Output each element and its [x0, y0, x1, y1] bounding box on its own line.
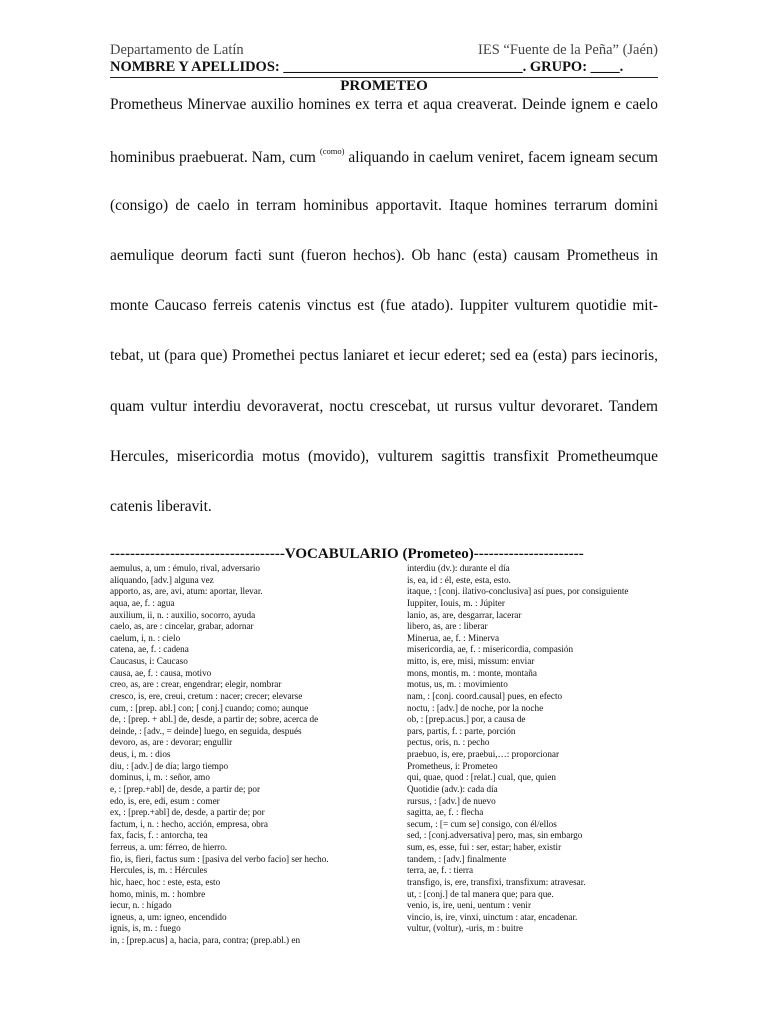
vocabulary-entry: edo, is, ere, edi, esum : comer — [110, 795, 220, 806]
vocabulary-entry: noctu, : [adv.] de noche, por la noche — [407, 702, 544, 713]
vocabulary-entry: deus, i, m. : dios — [110, 749, 171, 759]
vocabulary-entry: tandem, : [adv.] finalmente — [407, 853, 507, 864]
vocabulary-entry: causa, ae, f. : causa, motivo — [110, 667, 212, 678]
vocabulary-column-right — [407, 563, 662, 935]
vocabulary-entry: vultur, (voltur), -uris, m : buitre — [407, 923, 523, 934]
vocabulary-entry: Iuppiter, Iouis, m. : Júpiter — [407, 597, 505, 608]
vocabulary-entry: apporto, as, are, avi, atum: aportar, llevar. — [110, 586, 263, 597]
vocabulary-entry: sed, : [conj.adversativa] pero, mas, sin embargo — [407, 830, 583, 841]
text-line: tebat, ut (para que) Promethei pectus laniaret et iecur ederet; sed ea (esta) pars iecinoris, — [110, 347, 658, 364]
vocabulary-entry: sagitta, ae, f. : flecha — [407, 807, 484, 818]
vocabulary-entry: Minerua, ae, f. : Minerva — [407, 632, 500, 643]
text-line: catenis liberavit. — [110, 498, 212, 515]
vocabulary-entry: ut, : [conj.] de tal manera que; para que. — [407, 888, 554, 899]
text-line: quam vultur interdiu devoraverat, noctu crescebat, ut rursus vultur devoraret. Tandem — [110, 398, 658, 415]
vocabulary-entry: Hercules, is, m. : Hércules — [110, 865, 208, 876]
vocabulary-entry: nam, : [conj. coord.causal] pues, en efecto — [407, 690, 563, 701]
vocabulary-entry: fax, facis, f. : antorcha, tea — [110, 830, 208, 841]
vocabulary-entry: itaque, : [conj. ilativo-conclusiva] así pues, por consiguiente — [407, 586, 629, 597]
vocabulary-entry: ignis, is, m. : fuego — [110, 923, 181, 934]
vocabulary-entry: misericordia, ae, f. : misericordia, compasión — [407, 644, 574, 655]
vocabulary-entry: fio, is, fieri, factus sum : [pasiva del verbo facio] ser hecho. — [110, 853, 329, 864]
document-title: PROMETEO — [340, 78, 428, 94]
department-label: Departamento de Latín — [110, 42, 244, 58]
vocabulary-entry: aqua, ae, f. : agua — [110, 597, 175, 608]
vocabulary-entry: hic, haec, hoc : este, esta, esto — [110, 876, 221, 887]
vocabulary-entry: rursus, : [adv.] de nuevo — [407, 795, 496, 806]
vocabulary-entry: qui, quae, quod : [relat.] cual, que, quien — [407, 772, 556, 783]
vocabulary-entry: iecur, n. : hígado — [110, 900, 172, 911]
vocabulary-column-left — [110, 563, 400, 947]
vocabulary-entry: igneus, a, um: igneo, encendido — [110, 911, 227, 922]
vocabulary-entry: aliquando, [adv.] alguna vez — [110, 574, 214, 585]
vocabulary-entry: sum, es, esse, fui : ser, estar; haber, existir — [407, 842, 562, 852]
vocabulary-entry: terra, ae, f. : tierra — [407, 865, 474, 876]
text-line: Prometheus Minervae auxilio homines ex terra et aqua creaverat. Deinde ignem e caelo — [110, 96, 658, 113]
vocabulary-entry: Quotidie (adv.): cada día — [407, 783, 498, 794]
text-segment: aliquando in caelum veniret, facem igneam secum — [348, 149, 658, 166]
vocabulary-entry: ferreus, a. um: férreo, de hierro. — [110, 842, 228, 852]
vocabulary-entry: e, : [prep.+abl] de, desde, a partir de; por — [110, 783, 261, 794]
vocabulary-entry: praebuo, is, ere, praebui,…: proporcionar — [407, 749, 560, 759]
vocabulary-entry: creo, as, are : crear, engendrar; elegir, nombrar — [110, 679, 282, 690]
vocabulary-entry: interdiu (dv.): durante el día — [407, 563, 510, 573]
vocabulary-entry: homo, minis, m. : hombre — [110, 888, 206, 899]
vocabulary-entry: de, : [prep. + abl.] de, desde, a partir de; sobre, acerca de — [110, 714, 319, 725]
vocabulary-entry: ob, : [prep.acus.] por, a causa de — [407, 714, 526, 725]
vocabulary-entry: deinde, : [adv., = deinde] luego, en seguida, después — [110, 725, 302, 736]
vocabulary-entry: diu, : [adv.] de día; largo tiempo — [110, 760, 229, 771]
vocabulary-entry: caelum, i, n. : cielo — [110, 632, 181, 643]
name-group-line: NOMBRE Y APELLIDOS: _________________________________. GRUPO: ____. — [110, 59, 658, 78]
vocabulary-entry: pars, partis, f. : parte, porción — [407, 725, 516, 736]
vocabulary-entry: auxilium, ii, n. : auxilio, socorro, ayuda — [110, 609, 256, 620]
text-line: (consigo) de caelo in terram hominibus apportavit. Itaque homines terrarum domini — [110, 197, 658, 214]
text-line: aemulique deorum facti sunt (fueron hechos). Ob hanc (esta) causam Prometheus in — [110, 247, 658, 264]
vocabulary-entry: in, : [prep.acus] a, hacia, para, contra; (prep.abl.) en — [110, 935, 301, 945]
school-label: IES “Fuente de la Peña” (Jaén) — [478, 42, 658, 58]
vocabulary-entry: factum, i, n. : hecho, acción, empresa, obra — [110, 818, 268, 829]
superscript-note: (como) — [319, 146, 345, 156]
vocabulary-entry: dominus, i, m. : señor, amo — [110, 772, 210, 783]
vocabulary-entry: cum, : [prep. abl.] con; [ conj.] cuando; como; aunque — [110, 702, 309, 713]
vocabulary-entry: libero, as, are : liberar — [407, 621, 488, 632]
vocabulary-entry: caelo, as, are : cincelar, grabar, adornar — [110, 621, 254, 632]
vocabulary-entry: devoro, as, are : devorar; engullir — [110, 737, 233, 748]
vocabulary-entry: secum, : [= cum se] consigo, con él/ellos — [407, 818, 557, 829]
vocabulary-entry: catena, ae, f. : cadena — [110, 644, 189, 655]
vocabulary-entry: venio, is, ire, ueni, uentum : venir — [407, 900, 532, 911]
vocabulary-entry: ex, : [prep.+abl] de, desde, a partir de; por — [110, 807, 265, 818]
vocabulary-entry: motus, us, m. : movimiento — [407, 679, 508, 690]
vocabulary-entry: pectus, oris, n. : pecho — [407, 737, 490, 748]
vocabulary-entry: mitto, is, ere, misi, missum: enviar — [407, 656, 535, 666]
vocabulary-entry: mons, montis, m. : monte, montaña — [407, 667, 537, 678]
vocabulary-entry: Prometheus, i: Prometeo — [407, 760, 498, 771]
text-segment: hominibus praebuerat. Nam, cum — [110, 149, 316, 166]
vocabulary-entry: aemulus, a, um : émulo, rival, adversario — [110, 563, 261, 573]
vocabulary-entry: cresco, is, ere, creui, cretum : nacer; crecer; elevarse — [110, 690, 303, 701]
text-line: monte Caucaso ferreis catenis vinctus est (fue atado). Iuppiter vulturem quotidie mit- — [110, 297, 658, 314]
text-line: Hercules, misericordia motus (movido), vulturem sagittis transfixit Prometheumque — [110, 448, 658, 465]
vocabulary-entry: vincio, is, ire, vinxi, uinctum : atar, encadenar. — [407, 911, 578, 922]
vocabulary-entry: Caucasus, i: Caucaso — [110, 656, 188, 666]
vocabulary-entry: transfigo, is, ere, transfixi, transfixum: atravesar. — [407, 876, 586, 887]
vocabulary-entry: lanio, as, are, desgarrar, lacerar — [407, 609, 522, 620]
vocabulary-title: -----------------------------------VOCABULARIO (Prometeo)---------------------- — [110, 546, 584, 562]
page-header — [110, 42, 658, 60]
vocabulary-entry: is, ea, id : él, este, esta, esto. — [407, 574, 511, 585]
text-line — [110, 146, 658, 167]
